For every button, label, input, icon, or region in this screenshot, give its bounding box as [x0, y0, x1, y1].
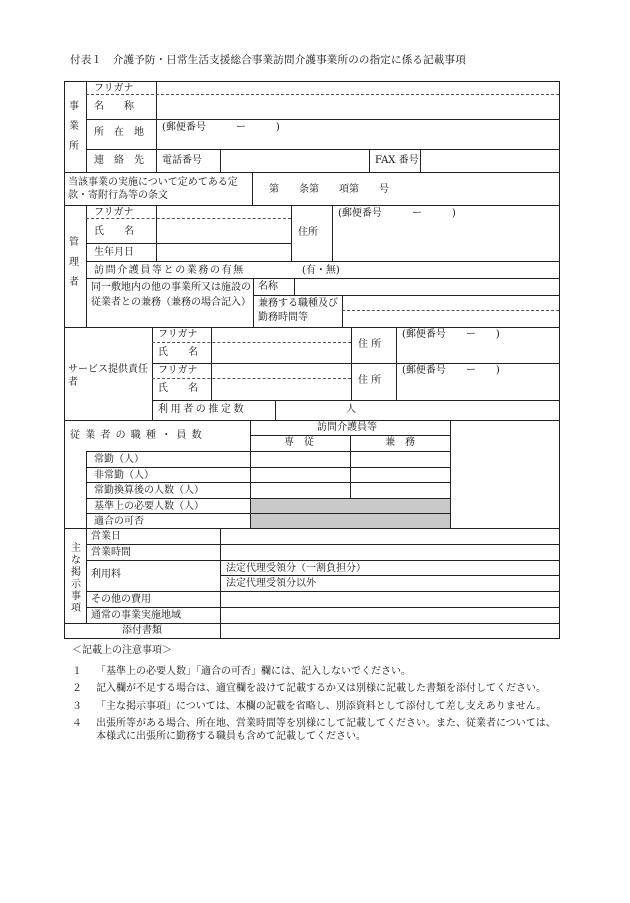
note-text: 記入欄が不足する場合は、適宜欄を設けて記載するか又は別様に記載した書類を添付してください。 [96, 683, 546, 694]
fax-divider-right [420, 149, 421, 172]
provider-line-end [64, 420, 560, 421]
notice-fee2: 法定代理受領分以外 [226, 578, 316, 589]
provider1-furigana-dash [152, 342, 351, 343]
manager-concurrent-divider [253, 278, 254, 327]
notice-line-3 [86, 591, 560, 592]
fax-divider-left [369, 149, 370, 172]
notice-fee-line [220, 575, 560, 576]
provider2-furigana-dash [152, 378, 351, 379]
note-item [72, 701, 562, 714]
manager-group-label: 管理者 [69, 237, 79, 288]
note-text: 「基準上の必要人数」「適合の可否」欄には、記入しないでください。 [96, 665, 411, 677]
staff-row-3: 基準上の必要人数（人） [94, 501, 204, 512]
note-text: 「主な掲示事項」については、本欄の記載を省略し、別添資料として添付して差し支えありません。 [96, 700, 547, 712]
manager-cduty-divider [342, 295, 343, 327]
manager-concurrent-label: 同一敷地内の他の事業所又は施設の従業者との兼務（兼務の場合記入） [91, 282, 251, 308]
manager-cduty-dash [342, 310, 559, 311]
manager-cname-divider [294, 278, 295, 295]
manager-furigana-label: フリガナ [94, 207, 134, 218]
notes-section [72, 645, 562, 748]
staff-row-2: 常勤換算後の人数（人） [94, 485, 204, 496]
manager-line-1 [86, 243, 291, 244]
manager-name-label: 氏 名 [94, 226, 134, 237]
provider1-name-label: 氏 名 [158, 347, 198, 358]
provider-group-label: サービス提供責任者 [68, 364, 148, 388]
manager-address-label: 住所 [298, 227, 318, 238]
note-item [72, 683, 562, 696]
office-phone-label: 電話番号 [162, 155, 202, 166]
manager-concurrent-name: 名称 [258, 281, 278, 292]
provider-line-1 [152, 363, 560, 364]
staff-row-line-3 [86, 498, 450, 499]
manager-line-4 [253, 295, 560, 296]
notice-line-1 [86, 544, 560, 545]
notice-days-label: 営業日 [91, 531, 121, 542]
staff-row-0: 常勤（人） [94, 454, 144, 465]
manager-line-3 [86, 278, 560, 279]
notice-line-5 [64, 623, 560, 624]
statute-line-end [64, 205, 560, 206]
office-postal: (郵便番号 ー ) [162, 122, 280, 133]
provider1-postal: (郵便番号 ー ) [402, 329, 500, 340]
provider1-address-label: 住 所 [358, 339, 382, 350]
border-left [64, 81, 65, 639]
office-name-label: 名 称 [94, 101, 134, 112]
note-number: ３ [72, 700, 82, 712]
notice-hours-label: 営業時間 [91, 547, 131, 558]
notes-header: ＜記載上の注意事項＞ [72, 645, 172, 656]
office-furigana-label: フリガナ [94, 83, 134, 94]
provider-estimate-divider [275, 400, 276, 420]
border-top [64, 81, 560, 82]
staff-row-line-2 [86, 482, 450, 483]
phone-divider [220, 149, 221, 172]
note-number: ２ [72, 683, 82, 694]
provider-divider [152, 327, 153, 420]
staff-line-end [64, 528, 560, 529]
office-line-2 [86, 149, 560, 150]
manager-divider [86, 205, 87, 327]
form-title: 付表１ 介護予防・日常生活支援総合事業訪問介護事業所のの指定に係る記載事項 [70, 54, 466, 66]
note-item [72, 666, 562, 679]
provider2-postal: (郵便番号 ー ) [402, 365, 500, 376]
provider-estimate-label: 利用者の推定数 [158, 404, 247, 415]
office-group-label: 事業所 [69, 101, 79, 152]
provider2-address-label: 住 所 [358, 375, 382, 386]
notice-line-2 [86, 560, 560, 561]
notice-fee1: 法定代理受領分（一割負担分） [226, 563, 366, 574]
note-number: １ [72, 665, 82, 677]
staff-row-line-4 [86, 513, 450, 514]
office-furigana-dash [86, 94, 559, 95]
note-number: ４ [72, 718, 82, 729]
provider2-name-label: 氏 名 [158, 383, 198, 394]
staff-col-3 [450, 420, 451, 528]
statute-value: 第 条第 項第 号 [269, 184, 389, 195]
manager-label-divider [156, 205, 157, 261]
office-contact-label: 連 絡 先 [94, 155, 144, 166]
staff-header: 従業者の職種・員数 [70, 430, 207, 441]
staff-col-concurrent: 兼 務 [385, 437, 415, 448]
provider2-furigana-label: フリガナ [158, 365, 198, 376]
notice-fees-label: 利用料 [91, 569, 121, 580]
staff-row-1: 非常勤（人） [94, 470, 154, 481]
notice-other-label: その他の費用 [91, 594, 151, 605]
manager-line-end [64, 327, 560, 328]
notice-area-label: 通常の事業実施地域 [91, 610, 181, 621]
manager-duty-value: (有・無) [302, 265, 340, 276]
staff-row-line-1 [86, 467, 450, 468]
manager-duty-label: 訪問介護員等との業務の有無 [94, 265, 245, 276]
staff-row-left [86, 451, 87, 528]
staff-row-line-0 [86, 451, 450, 452]
staff-row-4: 適合の可否 [94, 516, 144, 527]
office-line-1 [86, 119, 560, 120]
office-address-label: 所 在 地 [94, 127, 144, 138]
notice-group-label: 主な掲示事項 [71, 543, 81, 614]
manager-concurrent-duty: 兼務する職種及び勤務時間等 [258, 298, 338, 323]
manager-birth-label: 生年月日 [94, 247, 134, 258]
note-item [72, 718, 562, 743]
manager-furigana-dash [86, 218, 291, 219]
border-right [559, 81, 560, 639]
staff-subheader-line [250, 435, 450, 436]
manager-postal: (郵便番号 ー ) [338, 208, 456, 219]
office-fax-label: FAX 番号 [375, 155, 419, 166]
office-line-end [64, 172, 560, 173]
staff-col-full: 専 従 [284, 437, 314, 448]
border-bottom [64, 638, 560, 639]
manager-address-divider-2 [332, 205, 333, 261]
notice-attach-label: 添付書類 [122, 625, 162, 636]
provider1-furigana-label: フリガナ [158, 329, 198, 340]
manager-line-2 [86, 261, 560, 262]
provider-estimate-unit: 人 [346, 404, 356, 415]
note-text: 出張所等がある場合、所在地、営業時間等を別様にして記載してください。また、従業者については、本様式に出張所に勤務する職員も含めて記載してください。 [96, 718, 556, 742]
notice-divider [86, 528, 87, 623]
manager-address-divider-1 [291, 205, 292, 261]
statute-divider [252, 172, 253, 205]
application-form [64, 81, 560, 639]
provider-line-2 [152, 400, 560, 401]
staff-col-group: 訪問介護員等 [317, 422, 377, 433]
statute-label: 当該事業の実施について定めてある定款・寄附行為等の条文 [68, 177, 238, 201]
notice-line-4 [86, 607, 560, 608]
